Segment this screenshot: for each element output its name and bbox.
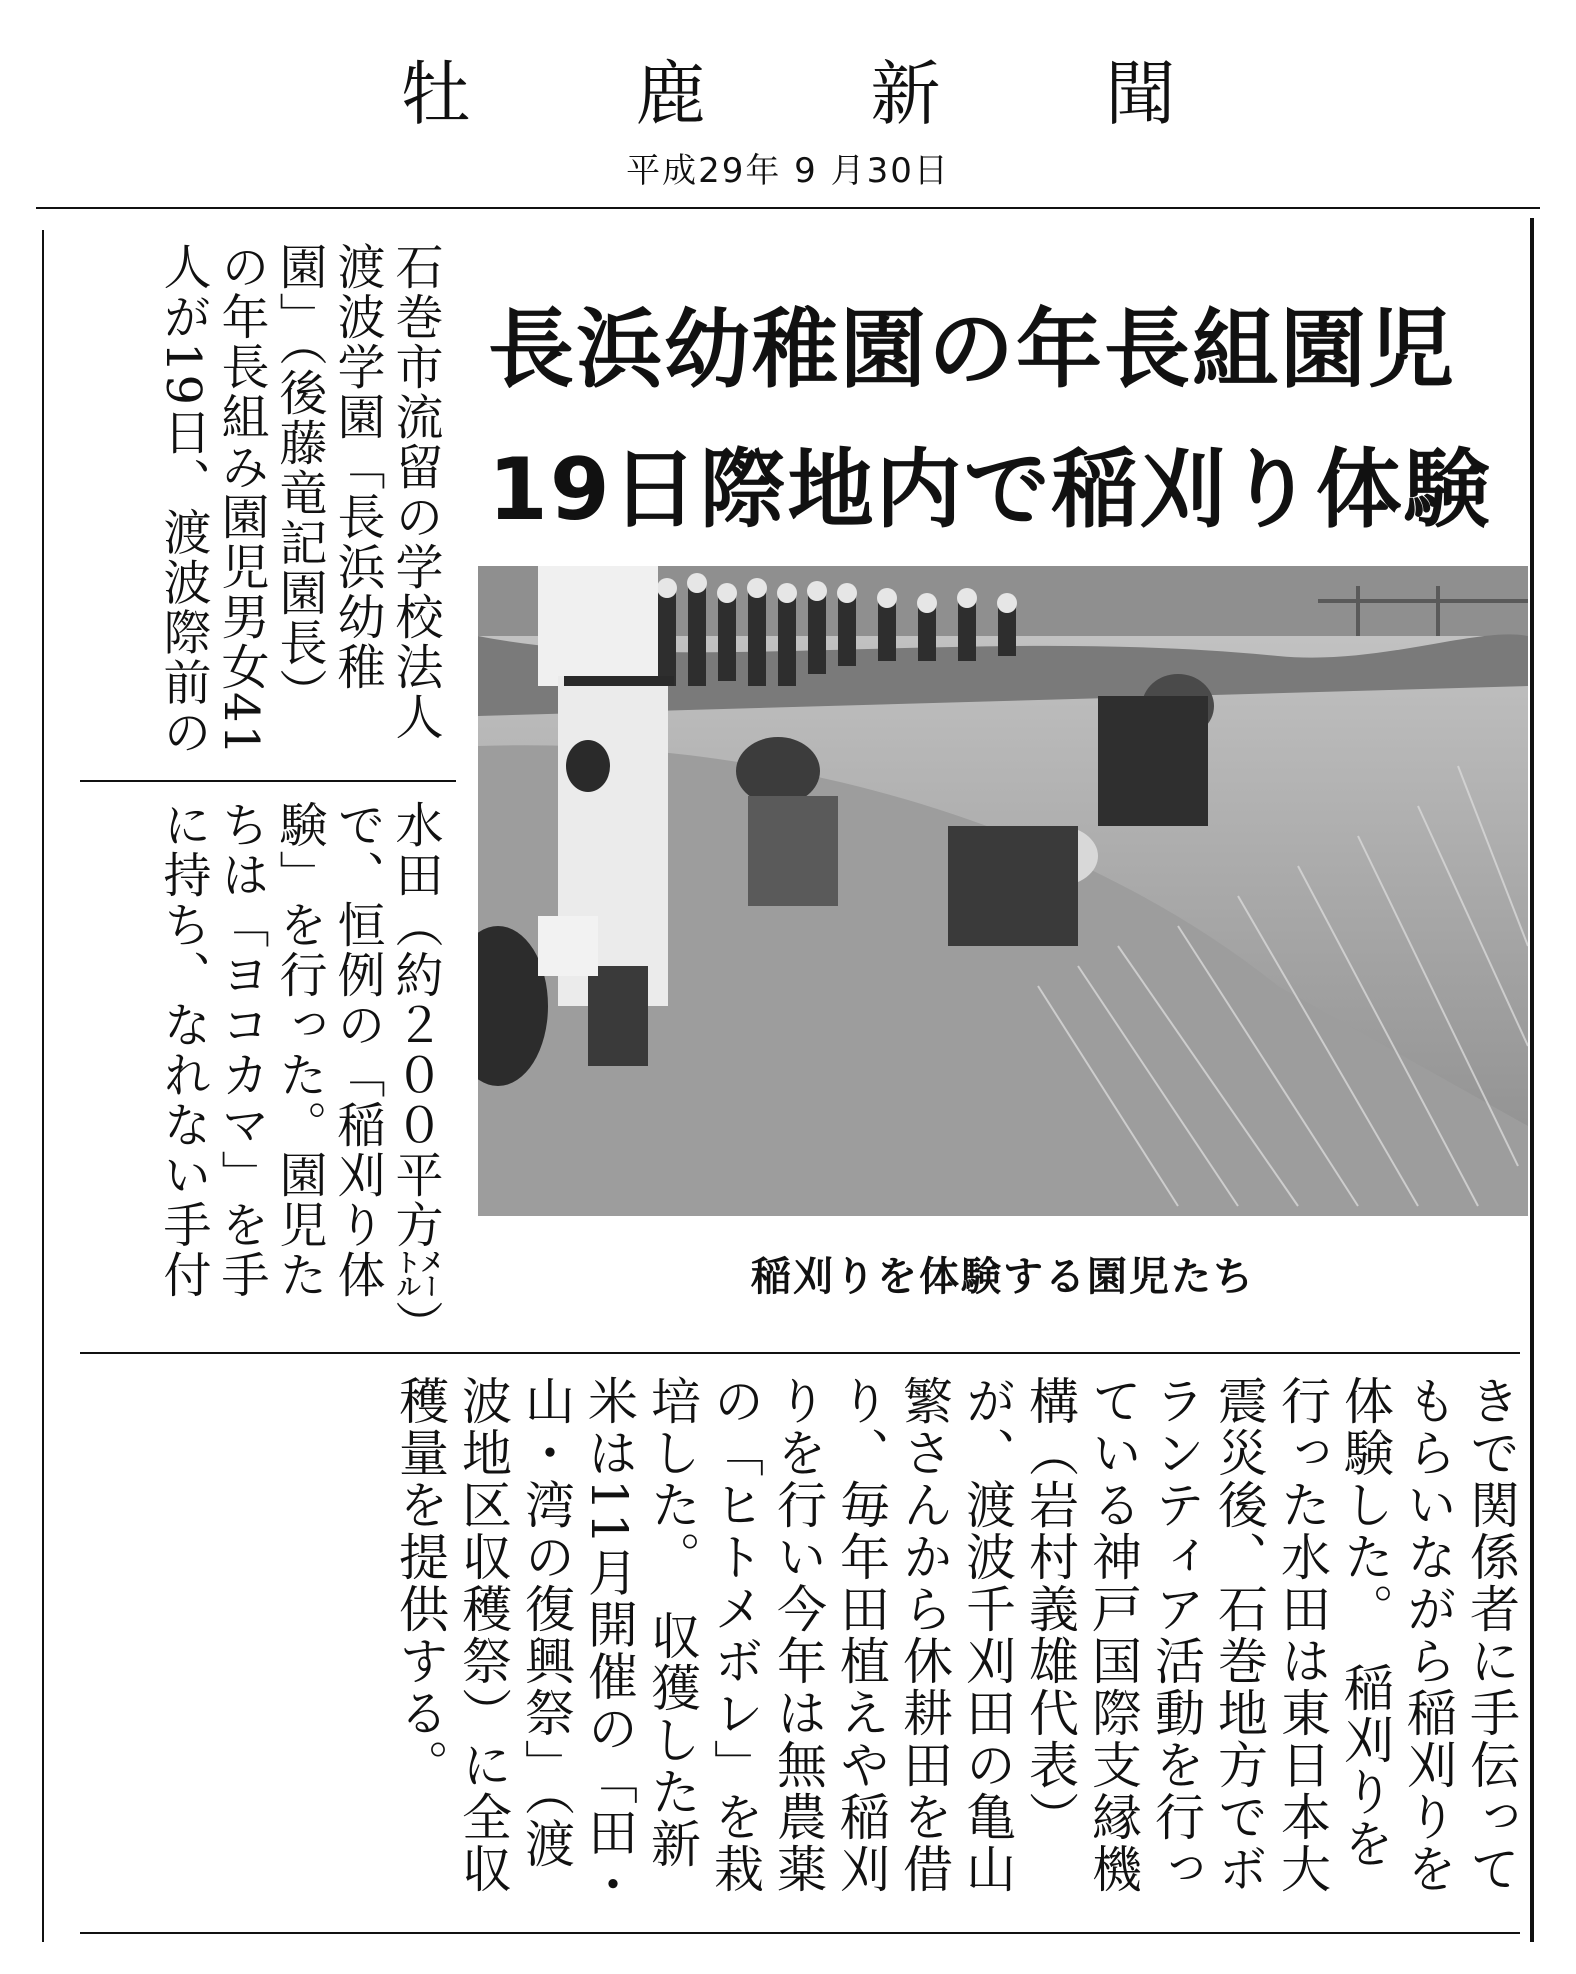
right-rule xyxy=(1530,218,1534,1942)
issue-date: 平成29年 9 月30日 xyxy=(626,151,950,191)
article-block-3: きで関係者に手伝ってもらいながら稲刈りを体験した。 稲刈りを行った水田は東日本大震災後、石巻地方でボランティア活動を行っている神戸国際支縁機構（岩村義雄代表）が、渡波千刈田の亀山繁さんから休耕田を借り、毎年田植えや稲刈りを行い今年は無農薬の「ヒトメボレ」を栽培した。 収獲した新米は11月開催の「田・山・湾の復興祭」（渡波地区収穫祭）に全収穫量を提供する。 xyxy=(391,1375,1520,1911)
article-block-2: 水田（約２００平方㍍）で、恒例の「稲刈り体験」を行った。園児たちは「ヨコカマ」を手に持ち、なれない手付 xyxy=(155,800,443,1326)
top-rule xyxy=(36,207,1540,209)
headline-line-1: 長浜幼稚園の年長組園児 xyxy=(488,300,1456,400)
rice-harvest-photo xyxy=(478,566,1528,1216)
article-block-1: 石巻市流留の学校法人渡波学園「長浜幼稚園」（後藤竜記園長）の年長組み園児男女41人が19日、渡波際前の xyxy=(155,242,443,758)
column-divider-1 xyxy=(80,780,456,782)
newspaper-name: 牡鹿新聞 xyxy=(400,53,1341,135)
headline-line-2: 19日際地内で稲刈り体験 xyxy=(488,440,1492,540)
photo-caption: 稲刈りを体験する園児たち xyxy=(751,1254,1255,1300)
left-rule xyxy=(42,230,44,1942)
bottom-rule xyxy=(80,1932,1520,1934)
column-divider-2 xyxy=(80,1352,1520,1354)
